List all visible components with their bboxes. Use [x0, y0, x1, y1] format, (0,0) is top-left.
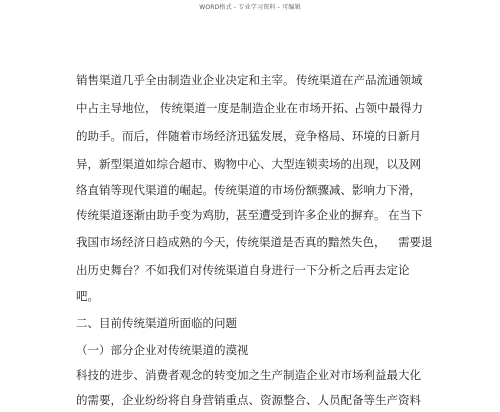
section-heading [0, 311, 500, 335]
text-line [0, 152, 500, 176]
text-segment: 占领中最得力 [354, 101, 423, 115]
text-segment: 异，新型渠道如综合超市、购物中心、大型连锁卖场的出现，以及网 [76, 157, 421, 171]
text-segment: 传统渠道在产品流通领域 [296, 73, 423, 87]
text-segment: 传统渠道一度是制造企业在市场开拓、 [160, 101, 356, 115]
text-segment: 甚至遭受到许多企业的摒弃。 [236, 208, 386, 222]
subsection-heading [0, 338, 500, 362]
text-segment: 的需要，企业纷纷将自身营销重点、资源整合、人员配备等生产资料 [76, 393, 421, 407]
page-header: WORD格式 - 专业学习资料 - 可编辑 [199, 4, 301, 11]
text-line [0, 284, 500, 308]
text-line [0, 96, 500, 120]
text-line [0, 178, 500, 202]
text-segment: 传统渠道是否真的黯然失色， [236, 235, 386, 249]
text-segment: 需要退 [398, 235, 433, 249]
text-line [0, 124, 500, 148]
text-segment: 在当下 [388, 208, 423, 222]
text-segment: 传统渠道逐渐由助手变为鸡肋， [76, 208, 237, 222]
text-line [0, 230, 500, 254]
text-segment: 二、目前传统渠道所面临的问题 [76, 316, 237, 330]
text-segment: 科技的进步、消费者观念的转变加之生产制造企业对市场利益最大化 [76, 368, 421, 382]
text-segment: 络直销等现代渠道的崛起。传统渠道的市场份额骤减、影响力下滑， [76, 183, 421, 197]
text-segment: 我国市场经济日趋成熟的今天， [76, 235, 237, 249]
text-line [0, 258, 500, 282]
text-segment: 的助手。而后，伴随着市场经济迅猛发展，竞争格局、环境的日新月 [76, 129, 421, 143]
text-segment: 中占主导地位， [76, 101, 157, 115]
text-segment: 销售渠道几乎全由制造业企业决定和主宰。 [76, 73, 295, 87]
text-segment: 吧。 [76, 289, 99, 303]
text-line [0, 68, 500, 92]
text-line [0, 363, 500, 387]
text-line [0, 388, 500, 412]
text-segment: 出历史舞台？不如我们对传统渠道自身进行一下分析之后再去定论 [76, 263, 410, 277]
text-segment: （一）部分企业对传统渠道的漠视 [76, 343, 249, 357]
text-line [0, 203, 500, 227]
